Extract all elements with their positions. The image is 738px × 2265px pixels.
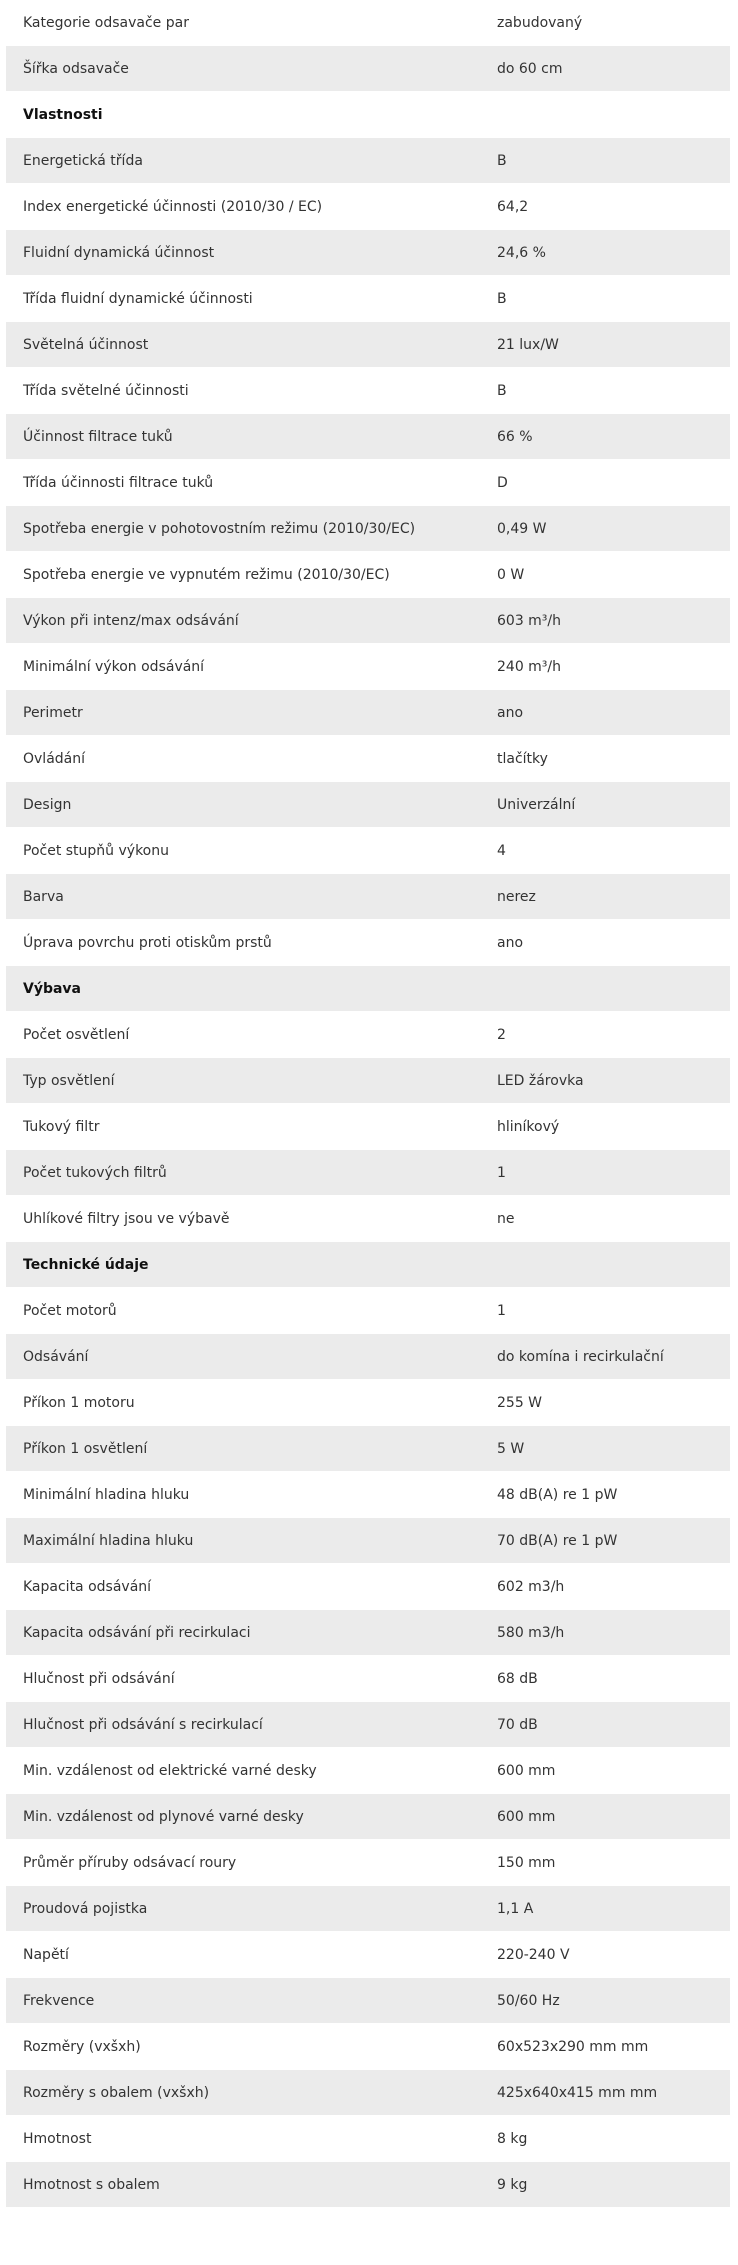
spec-label: Hlučnost při odsávání (23, 1670, 175, 1687)
spec-label: Kapacita odsávání (23, 1578, 152, 1595)
spec-row (6, 1150, 730, 1196)
spec-row (6, 552, 730, 598)
spec-value: 2 (497, 1026, 506, 1043)
spec-value: 600 mm (497, 1808, 556, 1825)
spec-label: Průměr příruby odsávací roury (23, 1854, 237, 1871)
spec-label: Třída světelné účinnosti (23, 382, 189, 399)
spec-label: Index energetické účinnosti (2010/30 / EC) (23, 198, 323, 215)
spec-value: ne (497, 1210, 515, 1227)
section-title: Vlastnosti (23, 106, 103, 123)
spec-value: 70 dB (497, 1716, 538, 1733)
spec-row (6, 138, 730, 184)
spec-row (6, 598, 730, 644)
spec-row (6, 1702, 730, 1748)
spec-label: Minimální hladina hluku (23, 1486, 190, 1503)
spec-row (6, 322, 730, 368)
spec-value: B (497, 382, 507, 399)
spec-value: 50/60 Hz (497, 1992, 560, 2009)
spec-row (6, 1012, 730, 1058)
spec-row (6, 828, 730, 874)
spec-row (6, 1840, 730, 1886)
spec-value: 220-240 V (497, 1946, 570, 1963)
spec-row (6, 460, 730, 506)
spec-label: Proudová pojistka (23, 1900, 148, 1917)
spec-value: 24,6 % (497, 244, 546, 261)
spec-value: 603 m³/h (497, 612, 562, 629)
spec-label: Tukový filtr (23, 1118, 100, 1135)
spec-row (6, 1104, 730, 1150)
spec-label: Hlučnost při odsávání s recirkulací (23, 1716, 263, 1733)
spec-value: ano (497, 934, 524, 951)
section-header-row (6, 92, 730, 138)
spec-row (6, 2070, 730, 2116)
spec-value: 4 (497, 842, 506, 859)
spec-value: 1,1 A (497, 1900, 534, 1917)
spec-value: 9 kg (497, 2176, 528, 2193)
spec-label: Ovládání (23, 750, 86, 767)
spec-row (6, 2116, 730, 2162)
spec-label: Počet osvětlení (23, 1026, 130, 1043)
spec-label: Maximální hladina hluku (23, 1532, 194, 1549)
spec-label: Energetická třída (23, 152, 143, 169)
spec-row (6, 782, 730, 828)
spec-label: Účinnost filtrace tuků (23, 428, 173, 445)
spec-label: Počet stupňů výkonu (23, 842, 169, 859)
spec-label: Příkon 1 motoru (23, 1394, 135, 1411)
section-title: Technické údaje (23, 1256, 149, 1273)
spec-row (6, 1472, 730, 1518)
spec-row (6, 276, 730, 322)
spec-label: Příkon 1 osvětlení (23, 1440, 148, 1457)
spec-value: tlačítky (497, 750, 548, 767)
spec-value: 68 dB (497, 1670, 538, 1687)
spec-row (6, 2024, 730, 2070)
spec-label: Šířka odsavače (23, 60, 129, 77)
spec-label: Spotřeba energie ve vypnutém režimu (2010/30/EC) (23, 566, 390, 583)
spec-value: hliníkový (497, 1118, 560, 1135)
spec-label: Světelná účinnost (23, 336, 149, 353)
spec-label: Hmotnost s obalem (23, 2176, 160, 2193)
spec-label: Rozměry s obalem (vxšxh) (23, 2084, 210, 2101)
spec-value: 5 W (497, 1440, 525, 1457)
spec-row (6, 1932, 730, 1978)
spec-value: do komína i recirkulační (497, 1348, 664, 1365)
spec-value: 1 (497, 1164, 506, 1181)
spec-row (6, 1978, 730, 2024)
spec-label: Výkon při intenz/max odsávání (23, 612, 239, 629)
spec-row (6, 1380, 730, 1426)
spec-label: Napětí (23, 1946, 69, 1963)
spec-value: 70 dB(A) re 1 pW (497, 1532, 618, 1549)
spec-label: Fluidní dynamická účinnost (23, 244, 215, 261)
spec-value: 0,49 W (497, 520, 547, 537)
spec-row (6, 690, 730, 736)
spec-table (6, 0, 730, 2208)
spec-value: LED žárovka (497, 1072, 584, 1089)
spec-row (6, 46, 730, 92)
spec-row (6, 414, 730, 460)
spec-value: zabudovaný (497, 14, 583, 31)
spec-row (6, 1794, 730, 1840)
spec-label: Min. vzdálenost od plynové varné desky (23, 1808, 304, 1825)
spec-row (6, 1886, 730, 1932)
spec-label: Perimetr (23, 704, 83, 721)
spec-value: nerez (497, 888, 536, 905)
spec-row (6, 0, 730, 46)
spec-row (6, 1656, 730, 1702)
spec-value: B (497, 152, 507, 169)
spec-row (6, 2162, 730, 2208)
spec-row (6, 230, 730, 276)
spec-label: Barva (23, 888, 64, 905)
spec-value: 48 dB(A) re 1 pW (497, 1486, 618, 1503)
spec-row (6, 1334, 730, 1380)
spec-row (6, 184, 730, 230)
spec-label: Odsávání (23, 1348, 89, 1365)
spec-label: Kategorie odsavače par (23, 14, 189, 31)
spec-row (6, 920, 730, 966)
spec-row (6, 368, 730, 414)
spec-row (6, 506, 730, 552)
spec-row (6, 1426, 730, 1472)
spec-label: Rozměry (vxšxh) (23, 2038, 141, 2055)
section-title: Výbava (23, 980, 82, 997)
spec-label: Design (23, 796, 72, 813)
spec-value: 66 % (497, 428, 533, 445)
spec-label: Hmotnost (23, 2130, 92, 2147)
spec-value: 0 W (497, 566, 525, 583)
spec-row (6, 1564, 730, 1610)
spec-label: Spotřeba energie v pohotovostním režimu (2010/30/EC) (23, 520, 416, 537)
spec-row (6, 1058, 730, 1104)
section-header-row (6, 966, 730, 1012)
spec-value: 600 mm (497, 1762, 556, 1779)
spec-value: 240 m³/h (497, 658, 562, 675)
spec-row (6, 1748, 730, 1794)
spec-value: 60x523x290 mm mm (497, 2038, 649, 2055)
spec-value: 150 mm (497, 1854, 556, 1871)
spec-value: 425x640x415 mm mm (497, 2084, 658, 2101)
section-header-row (6, 1242, 730, 1288)
spec-value: do 60 cm (497, 60, 563, 77)
spec-label: Třída účinnosti filtrace tuků (23, 474, 214, 491)
spec-row (6, 644, 730, 690)
spec-label: Kapacita odsávání při recirkulaci (23, 1624, 251, 1641)
spec-label: Minimální výkon odsávání (23, 658, 205, 675)
spec-label: Počet tukových filtrů (23, 1164, 167, 1181)
spec-value: 1 (497, 1302, 506, 1319)
spec-row (6, 736, 730, 782)
spec-value: 21 lux/W (497, 336, 559, 353)
spec-value: B (497, 290, 507, 307)
spec-row (6, 1196, 730, 1242)
spec-row (6, 1288, 730, 1334)
spec-value: 602 m3/h (497, 1578, 565, 1595)
spec-row (6, 1610, 730, 1656)
spec-label: Třída fluidní dynamické účinnosti (23, 290, 253, 307)
spec-value: D (497, 474, 508, 491)
spec-value: 580 m3/h (497, 1624, 565, 1641)
spec-value: 8 kg (497, 2130, 528, 2147)
spec-value: 255 W (497, 1394, 543, 1411)
spec-label: Úprava povrchu proti otiskům prstů (23, 934, 272, 951)
spec-label: Min. vzdálenost od elektrické varné desky (23, 1762, 317, 1779)
spec-label: Počet motorů (23, 1302, 117, 1319)
spec-value: 64,2 (497, 198, 529, 215)
spec-label: Uhlíkové filtry jsou ve výbavě (23, 1210, 230, 1227)
spec-value: Univerzální (497, 796, 576, 813)
spec-label: Frekvence (23, 1992, 95, 2009)
spec-value: ano (497, 704, 524, 721)
spec-label: Typ osvětlení (23, 1072, 115, 1089)
spec-row (6, 1518, 730, 1564)
spec-row (6, 874, 730, 920)
